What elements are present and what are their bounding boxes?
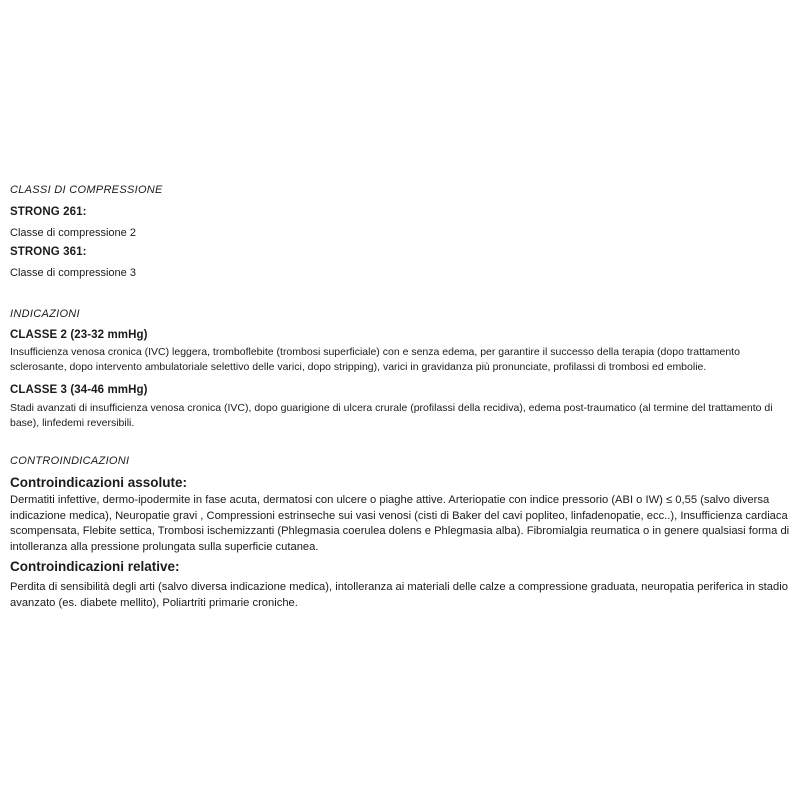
section-heading-classi-di-compressione: CLASSI DI COMPRESSIONE (10, 184, 163, 196)
text-strong-261-class: Classe di compressione 2 (10, 227, 136, 239)
text-strong-361-class: Classe di compressione 3 (10, 267, 136, 279)
label-strong-361: STRONG 361: (10, 246, 87, 258)
paragraph-controindicazioni-assolute: Dermatiti infettive, dermo-ipodermite in fase acuta, dermatosi con ulcere o piaghe attive. Arteriopatie con indice pressorio (ABI o IW) ≤ 0,55 (salvo diversa indicazione medica), Neuropatie gravi , Compressioni estrinseche sui vasi venosi (cisti di Baker del cavi popliteo, linfadenopatie, ecc..), Insufficienza cardiaca scompensata, Flebite settica, Trombosi ischemizzanti (Phlegmasia coerulea dolens e Phlegmasia alba). Fibromialgia reumatica o in genere qualsiasi forma di intolleranza alla pressione prolungata sulla superficie cutanea. (10, 494, 790, 553)
label-classe-3: CLASSE 3 (34-46 mmHg) (10, 384, 148, 396)
label-strong-261: STRONG 261: (10, 206, 87, 218)
paragraph-classe-2-indications: Insufficienza venosa cronica (IVC) leggera, tromboflebite (trombosi superficiale) con e senza edema, per garantire il successo della terapia (dopo trattamento sclerosante, dopo intervento ambulatoriale selettivo delle varici, dopo stripping), varici in gravidanza più pronunciate, profilassi di trombosi ed embolie. (10, 346, 740, 373)
paragraph-classe-3-indications: Stadi avanzati di insufficienza venosa cronica (IVC), dopo guarigione di ulcera crurale (profilassi della recidiva), edema post-traumatico (al termine del trattamento di base), linfedemi reversibili. (10, 402, 773, 429)
label-classe-2: CLASSE 2 (23-32 mmHg) (10, 329, 148, 341)
label-controindicazioni-relative: Controindicazioni relative: (10, 559, 180, 574)
section-heading-controindicazioni: CONTROINDICAZIONI (10, 455, 130, 467)
label-controindicazioni-assolute: Controindicazioni assolute: (10, 475, 188, 490)
section-heading-indicazioni: INDICAZIONI (10, 308, 80, 320)
paragraph-controindicazioni-relative: Perdita di sensibilità degli arti (salvo diversa indicazione medica), intolleranza ai materiali delle calze a compressione graduata, neuropatia periferica in stadio avanzato (es. diabete mellito), Poliartriti primarie croniche. (10, 581, 788, 609)
